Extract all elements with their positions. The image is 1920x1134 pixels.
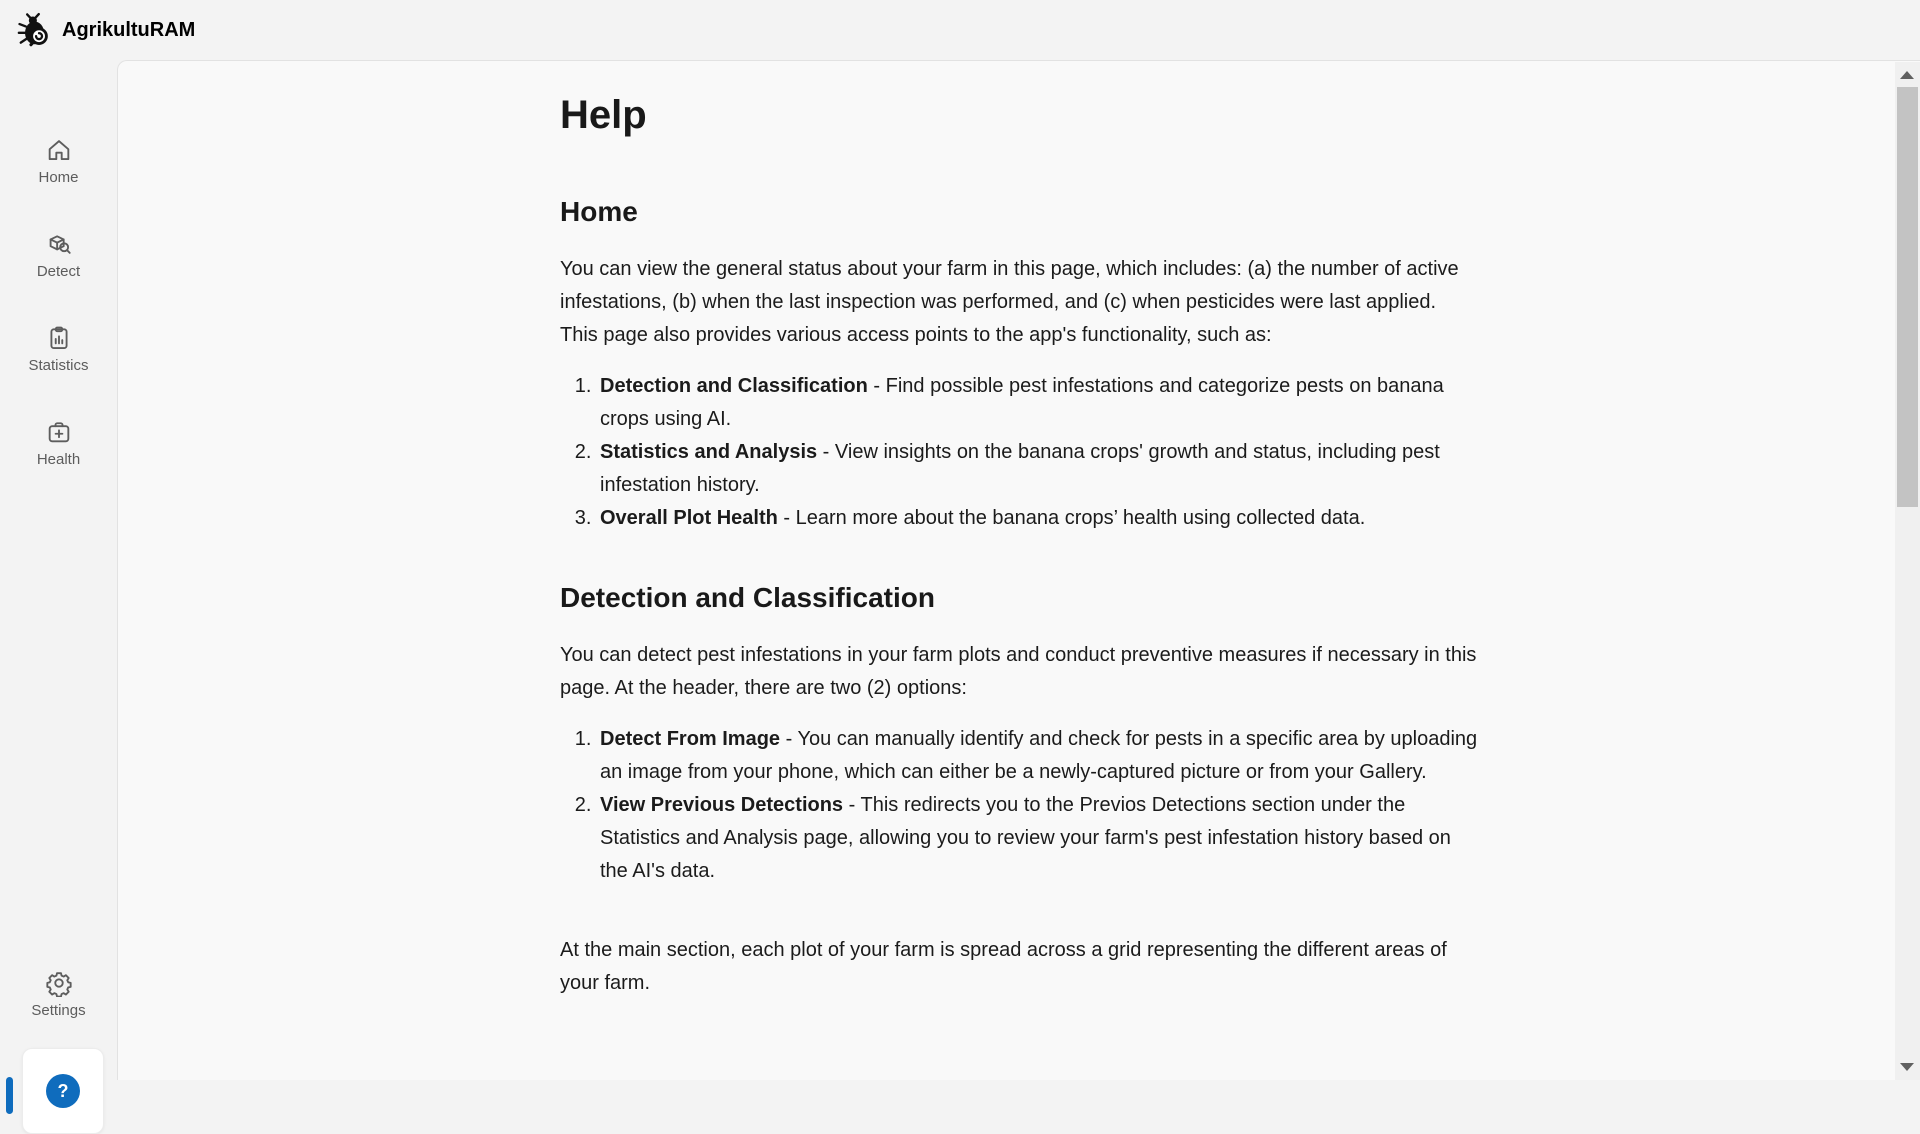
section-heading-detection: Detection and Classification — [560, 582, 935, 613]
home-icon — [45, 136, 73, 164]
list-item-term: Overall Plot Health — [600, 507, 778, 529]
feature-list — [560, 723, 1478, 888]
help-section-detection — [560, 579, 1478, 1000]
list-item — [597, 502, 1478, 535]
app-title: AgrikultuRAM — [62, 18, 196, 41]
detect-icon — [45, 230, 73, 258]
help-footer-card — [22, 1048, 104, 1134]
list-item-description: - This redirects you to the Previos Detections section under the Statistics and Analysis page, allowing you to review your farm's pest infestation history based on the AI's data. — [600, 794, 1451, 882]
list-item-term: View Previous Detections — [600, 794, 844, 816]
list-item — [597, 436, 1478, 502]
sidebar-item-label: Home — [38, 169, 79, 186]
section-outro: At the main section, each plot of your farm is spread across a grid representing the different areas of your farm. — [560, 939, 1447, 994]
page-title: Help — [560, 93, 647, 137]
vertical-scrollbar[interactable] — [1895, 62, 1920, 1080]
list-item — [597, 723, 1478, 789]
app-header — [0, 0, 1920, 60]
list-item — [597, 370, 1478, 436]
sidebar-item-label: Settings — [31, 1002, 86, 1019]
help-selected-indicator — [6, 1077, 13, 1114]
sidebar-item-statistics[interactable] — [0, 324, 117, 374]
statistics-icon — [45, 324, 73, 352]
section-heading-home: Home — [560, 196, 638, 227]
sidebar-item-health[interactable] — [0, 418, 117, 468]
scroll-up-arrow-icon[interactable] — [1900, 71, 1914, 79]
help-content-column — [560, 61, 1478, 1000]
section-intro: You can detect pest infestations in your farm plots and conduct preventive measures if necessary in this page. At the header, there are two (2) options: — [560, 644, 1477, 699]
sidebar-item-label: Statistics — [28, 357, 89, 374]
list-item-description: - Find possible pest infestations and categorize pests on banana crops using AI. — [600, 375, 1444, 430]
feature-list — [560, 370, 1478, 535]
list-item-term: Statistics and Analysis — [600, 441, 818, 463]
list-item-description: - Learn more about the banana crops’ health using collected data. — [777, 507, 1366, 529]
help-button[interactable] — [46, 1074, 80, 1108]
list-item — [597, 789, 1478, 888]
sidebar-item-label: Health — [36, 451, 81, 468]
scroll-down-arrow-icon[interactable] — [1900, 1063, 1914, 1071]
health-icon — [45, 418, 73, 446]
list-item-term: Detect From Image — [600, 728, 781, 750]
gear-icon — [45, 969, 73, 997]
bug-magnifier-logo-icon — [16, 11, 54, 49]
list-item-term: Detection and Classification — [600, 375, 868, 397]
sidebar — [0, 60, 117, 1101]
sidebar-item-label: Detect — [36, 263, 81, 280]
sidebar-item-home[interactable] — [0, 136, 117, 186]
help-page — [117, 60, 1920, 1080]
sidebar-item-detect[interactable] — [0, 230, 117, 280]
list-item-description: - You can manually identify and check for pests in a specific area by uploading an image from your phone, which can either be a newly-captured picture or from your Gallery. — [600, 728, 1478, 783]
section-intro: You can view the general status about your farm in this page, which includes: (a) the number of active infestations, (b) when the last inspection was performed, and (c) when pesticides were last applied. This page also provides various access points to the app's functionality, such as: — [560, 258, 1459, 346]
question-mark-icon: ? — [57, 1080, 69, 1101]
scrollbar-thumb[interactable] — [1897, 87, 1918, 507]
help-section-home — [560, 193, 1478, 535]
list-item-description: - View insights on the banana crops' growth and status, including pest infestation history. — [600, 441, 1440, 496]
sidebar-item-settings[interactable] — [0, 969, 117, 1019]
